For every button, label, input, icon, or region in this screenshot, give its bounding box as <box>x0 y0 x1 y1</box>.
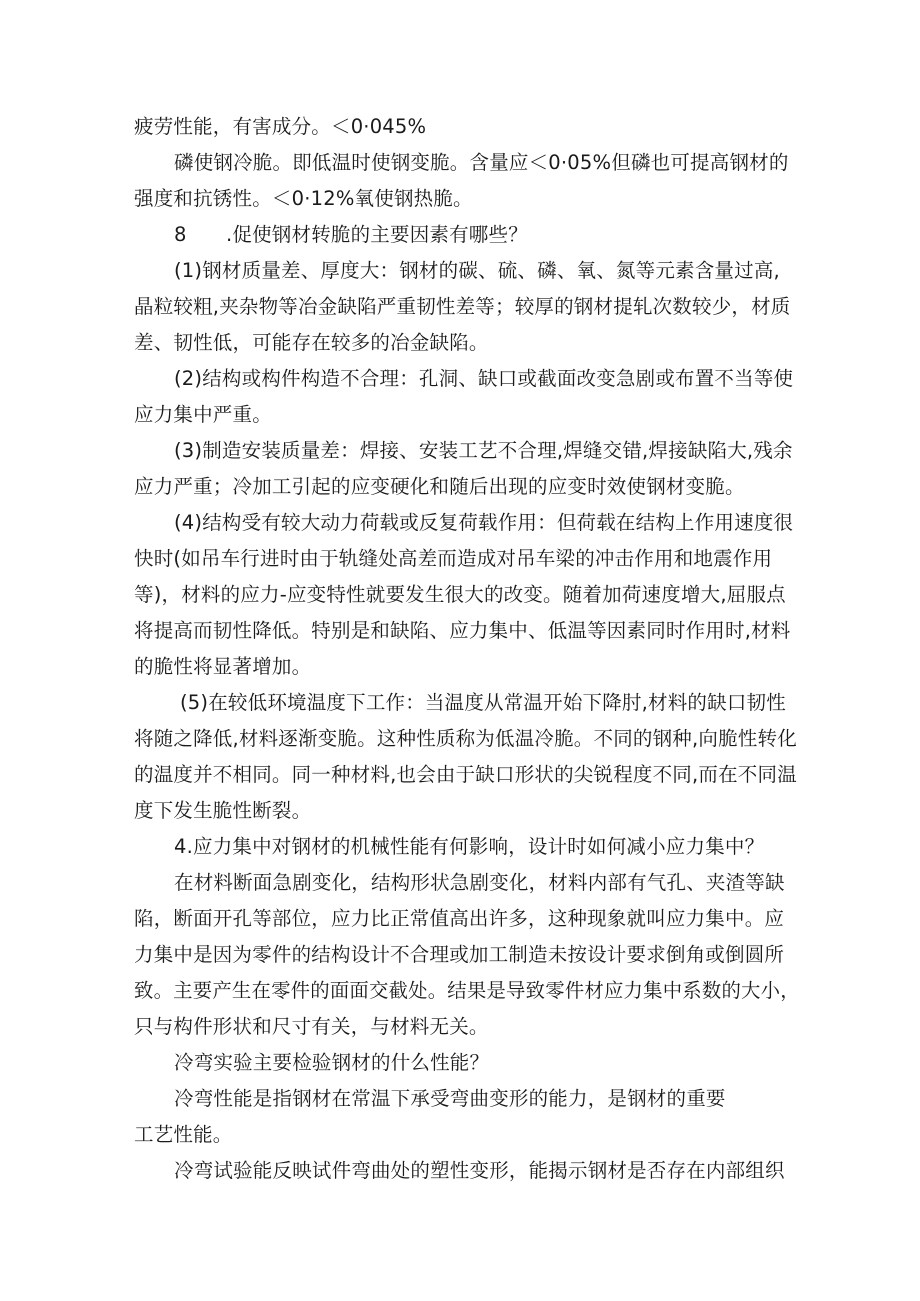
text-line-8: (2)结构或构件构造不合理：孔洞、缺口或截面改变急剧或布置不当等使 <box>174 367 794 390</box>
text-line-2: 磷使钢冷脆。即低温时使钢变脆。含量应＜0·05%但磷也可提高钢材的 <box>174 151 789 174</box>
text-line-6: 晶粒较粗,夹杂物等冶金缺陷严重韧性差等；较厚的钢材提轧次数较少，材质 <box>134 295 791 318</box>
text-line-18: 将随之降低,材料逐渐变脆。这种性质称为低温冷脆。不同的钢种,向脆性转化 <box>134 727 797 750</box>
section-heading-8: 8 .促使钢材转脆的主要因素有哪些？ <box>174 223 528 246</box>
text-line-19: 的温度并不相同。同一种材料,也会由于缺口形状的尖锐程度不同,而在不同温 <box>134 763 797 786</box>
section-heading-4: 4.应力集中对钢材的机械性能有何影响，设计时如何减小应力集中？ <box>174 835 765 858</box>
text-line-12: (4)结构受有较大动力荷载或反复荷载作用：但荷载在结构上作用速度很 <box>174 511 794 534</box>
text-line-24: 力集中是因为零件的结构设计不合理或加工制造未按设计要求倒角或倒圆所 <box>134 943 785 966</box>
text-line-28: 冷弯性能是指钢材在常温下承受弯曲变形的能力，是钢材的重要 <box>174 1087 726 1110</box>
text-line-15: 将提高而韧性降低。特别是和缺陷、应力集中、低温等因素同时作用时,材料 <box>134 619 791 642</box>
text-line-10: (3)制造安装质量差：焊接、安装工艺不合理,焊缝交错,焊接缺陷大,残余 <box>174 439 793 462</box>
text-line-3: 强度和抗锈性。＜0·12%氧使钢热脆。 <box>134 187 473 210</box>
text-line-7: 差、韧性低，可能存在较多的冶金缺陷。 <box>134 331 489 354</box>
text-line-13: 快时(如吊车行进时由于轨缝处高差而造成对吊车梁的冲击作用和地震作用 <box>134 547 773 570</box>
question-heading: 冷弯实验主要检验钢材的什么性能？ <box>174 1051 490 1074</box>
text-line-20: 度下发生脆性断裂。 <box>134 799 312 822</box>
text-line-22: 在材料断面急剧变化，结构形状急剧变化，材料内部有气孔、夹渣等缺 <box>174 871 785 894</box>
text-line-29: 工艺性能。 <box>134 1123 233 1146</box>
text-line-11: 应力严重；冷加工引起的应变硬化和随后出现的应变时效使钢材变脆。 <box>134 475 745 498</box>
text-line-9: 应力集中严重。 <box>134 403 272 426</box>
text-line-16: 的脆性将显著增加。 <box>134 655 312 678</box>
text-line-14: 等)，材料的应力-应变特性就要发生很大的改变。随着加荷速度增大,屈服点 <box>134 583 786 606</box>
text-line-23: 陷，断面开孔等部位，应力比正常值高出许多，这种现象就叫应力集中。应 <box>134 907 785 930</box>
text-line-30: 冷弯试验能反映试件弯曲处的塑性变形，能揭示钢材是否存在内部组织 <box>174 1159 785 1182</box>
text-line-5: (1)钢材质量差、厚度大：钢材的碳、硫、磷、氧、氮等元素含量过高, <box>174 259 780 282</box>
text-line-17: (5)在较低环境温度下工作：当温度从常温开始下降肘,材料的缺口韧性 <box>180 691 786 714</box>
text-line-26: 只与构件形状和尺寸有关，与材料无关。 <box>134 1015 489 1038</box>
text-line-25: 致。主要产生在零件的面面交截处。结果是导致零件材应力集中系数的大小， <box>134 979 800 1002</box>
text-line-1: 疲劳性能，有害成分。＜0·045% <box>134 115 427 138</box>
